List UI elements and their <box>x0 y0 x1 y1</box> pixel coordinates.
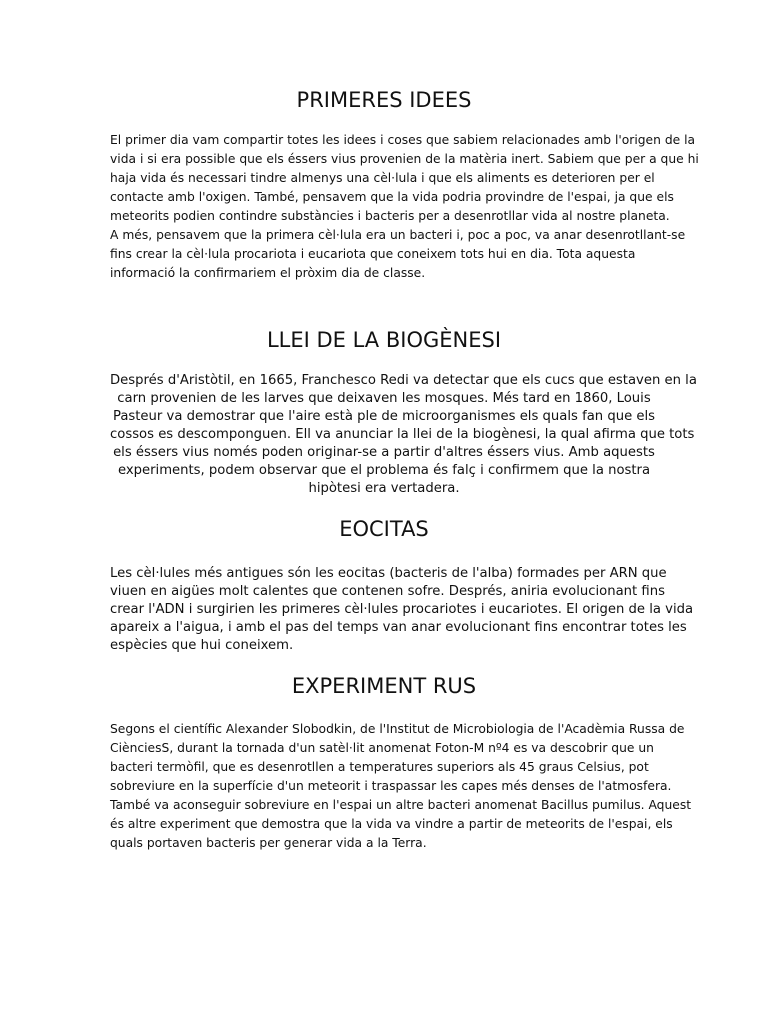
text-line: haja vida és necessari tindre almenys una cèl·lula i que els aliments es deterioren per el <box>110 171 655 185</box>
text-line: quals portaven bacteris per generar vida a la Terra. <box>110 836 427 850</box>
text-line: També va aconseguir sobreviure en l'espai un altre bacteri anomenat Bacillus pumilus. Aquest <box>110 798 692 812</box>
text-line: crear l'ADN i surgirien les primeres cèl·lules procariotes i eucariotes. El origen de la vida <box>110 602 694 617</box>
text-line: experiments, podem observar que el problema és falç i confirmem que la nostra <box>117 463 651 478</box>
text-line: espècies que hui coneixem. <box>110 638 294 653</box>
text-line: hipòtesi era vertadera. <box>308 481 460 496</box>
text-line: vida i si era possible que els éssers vius provenien de la matèria inert. Sabiem que per a que hi <box>110 152 699 166</box>
text-line: A més, pensavem que la primera cèl·lula era un bacteri i, poc a poc, va anar desenrotllant-se <box>110 228 686 242</box>
text-line: sobreviure en la superfície d'un meteorit i traspassar les capes més denses de l'atmosfera. <box>110 779 672 793</box>
text-line: carn provenien de les larves que deixaven les mosques. Més tard en 1860, Louis <box>117 391 651 406</box>
section-heading-experiment-rus: EXPERIMENT RUS <box>291 674 477 698</box>
section-heading-llei-biogenesi: LLEI DE LA BIOGÈNESI <box>266 328 502 352</box>
text-line: CiènciesS, durant la tornada d'un satèl·lit anomenat Foton-M nº4 es va descobrir que un <box>110 741 654 755</box>
section-heading-primeres-idees: PRIMERES IDEES <box>296 88 472 112</box>
paragraph-llei-biogenesi <box>110 372 697 498</box>
text-line: Les cèl·lules més antigues són les eocitas (bacteris de l'alba) formades per ARN que <box>110 566 667 581</box>
text-line: bacteri termòfil, que es desenrotllen a temperatures superiors als 45 graus Celsius, pot <box>110 760 649 774</box>
text-line: Segons el científic Alexander Slobodkin, de l'Institut de Microbiologia de l'Acadèmia Russa de <box>110 722 685 736</box>
paragraph-experiment-rus <box>110 720 692 853</box>
text-line: Pasteur va demostrar que l'aire està ple de microorganismes els quals fan que els <box>112 409 656 424</box>
paragraph-primeres-idees <box>110 131 699 283</box>
text-line: El primer dia vam compartir totes les idees i coses que sabiem relacionades amb l'origen de la <box>110 133 696 147</box>
paragraph-eocitas <box>110 565 694 655</box>
text-line: contacte amb l'oxigen. També, pensavem que la vida podria provindre de l'espai, ja que els <box>110 190 674 204</box>
text-line: cossos es descomponguen. Ell va anunciar la llei de la biogènesi, la qual afirma que tots <box>110 427 695 442</box>
text-line: fins crear la cèl·lula procariota i eucariota que coneixem tots hui en dia. Tota aquesta <box>110 247 636 261</box>
text-line: apareix a l'aigua, i amb el pas del temps van anar evolucionant fins encontrar totes les <box>110 620 687 635</box>
text-line: viuen en aigües molt calentes que contenen sofre. Després, aniria evolucionant fins <box>110 584 665 599</box>
text-line: els éssers vius només poden originar-se a partir d'altres éssers vius. Amb aquests <box>113 445 655 460</box>
text-line: meteorits podien contindre substàncies i bacteris per a desenrotllar vida al nostre planeta. <box>110 209 670 223</box>
text-line: Després d'Aristòtil, en 1665, Franchesco Redi va detectar que els cucs que estaven en la <box>110 373 697 388</box>
text-line: informació la confirmariem el pròxim dia de classe. <box>110 266 426 280</box>
section-heading-eocitas: EOCITAS <box>339 517 429 541</box>
text-line: és altre experiment que demostra que la vida va vindre a partir de meteorits de l'espai, els <box>110 817 673 831</box>
